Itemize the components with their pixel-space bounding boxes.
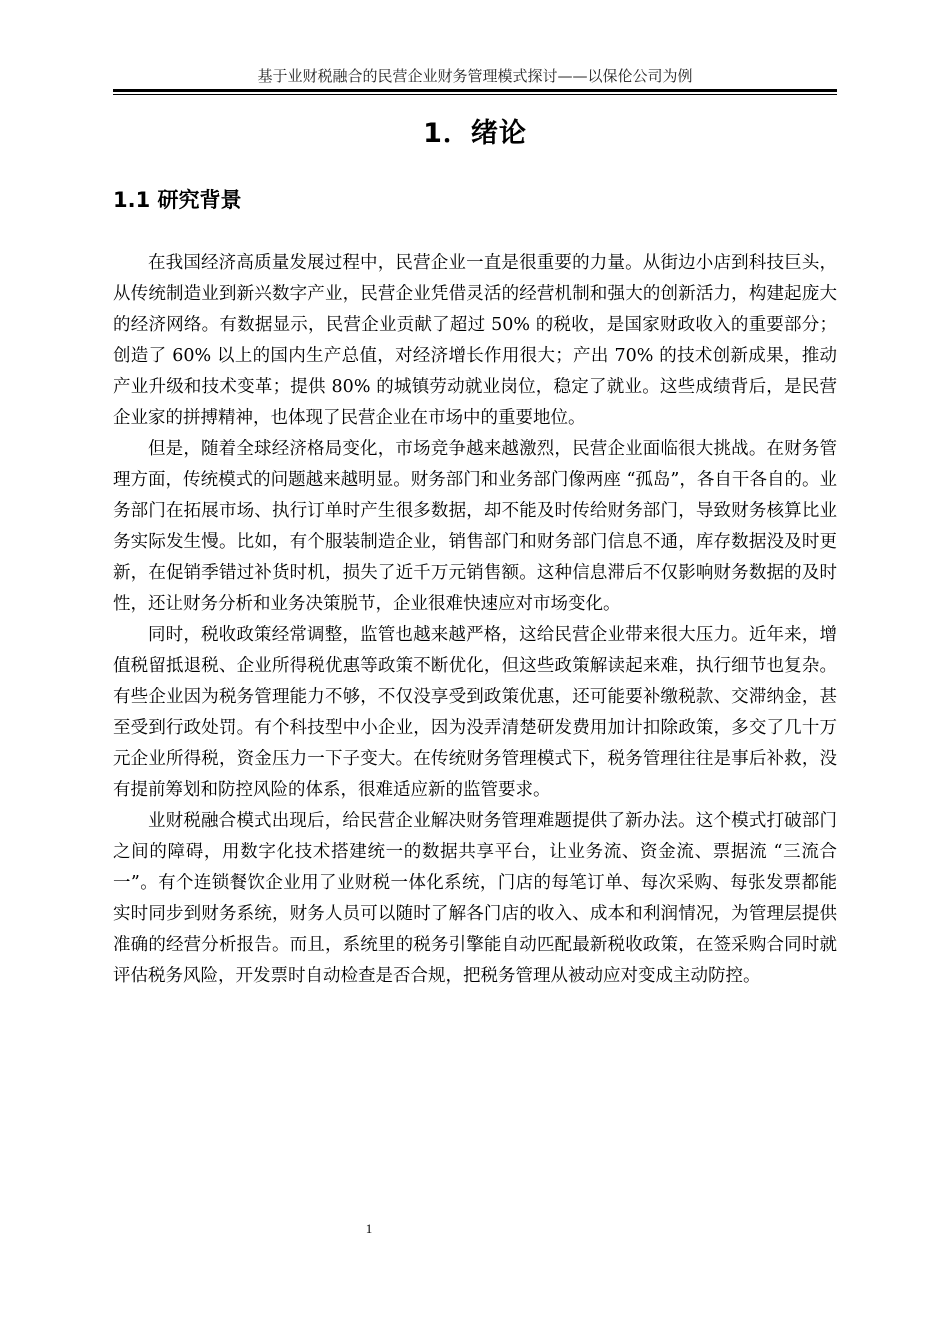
header-rule-thin [113, 94, 837, 95]
body-text [113, 248, 837, 992]
section-title: 1.1 研究背景 [113, 188, 242, 212]
page-number: 1 [365, 1221, 373, 1236]
paragraph-background-3: 同时，税收政策经常调整，监管也越来越严格，这给民营企业带来很大压力。近年来，增值税留抵退税、企业所得税优惠等政策不断优化，但这些政策解读起来难，执行细节也复杂。有些企业因为税务管理能力不够，不仅没享受到政策优惠，还可能要补缴税款、交滞纳金，甚至受到行政处罚。有个科技型中小企业，因为没弄清楚研发费用加计扣除政策，多交了几十万元企业所得税，资金压力一下子变大。在传统财务管理模式下，税务管理往往是事后补救，没有提前筹划和防控风险的体系，很难适应新的监管要求。 [113, 625, 837, 800]
paragraph-background-2: 但是，随着全球经济格局变化，市场竞争越来越激烈，民营企业面临很大挑战。在财务管理方面，传统模式的问题越来越明显。财务部门和业务部门像两座 “孤岛”，各自干各自的。业务部门在拓展市场、执行订单时产生很多数据，却不能及时传给财务部门，导致财务核算比业务实际发生慢。比如，有个服装制造企业，销售部门和财务部门信息不通，库存数据没及时更新，在促销季错过补货时机，损失了近千万元销售额。这种信息滞后不仅影响财务数据的及时性，还让财务分析和业务决策脱节，企业很难快速应对市场变化。 [113, 439, 837, 614]
header-rule-thick [113, 89, 837, 92]
paragraph-background-1: 在我国经济高质量发展过程中，民营企业一直是很重要的力量。从街边小店到科技巨头，从传统制造业到新兴数字产业，民营企业凭借灵活的经营机制和强大的创新活力，构建起庞大的经济网络。有数据显示，民营企业贡献了超过 50% 的税收，是国家财政收入的重要部分；创造了 60% 以上的国内生产总值，对经济增长作用很大；产出 70% 的技术创新成果，推动产业升级和技术变革；提供 80% 的城镇劳动就业岗位，稳定了就业。这些成绩背后，是民营企业家的拼搏精神，也体现了民营企业在市场中的重要地位。 [113, 253, 837, 428]
running-header: 基于业财税融合的民营企业财务管理模式探讨——以保伦公司为例 [257, 67, 693, 85]
paragraph-background-4: 业财税融合模式出现后，给民营企业解决财务管理难题提供了新办法。这个模式打破部门之间的障碍，用数字化技术搭建统一的数据共享平台，让业务流、资金流、票据流 “三流合一”。有个连锁餐饮企业用了业财税一体化系统，门店的每笔订单、每次采购、每张发票都能实时同步到财务系统，财务人员可以随时了解各门店的收入、成本和利润情况，为管理层提供准确的经营分析报告。而且，系统里的税务引擎能自动匹配最新税收政策，在签采购合同时就评估税务风险，开发票时自动检查是否合规，把税务管理从被动应对变成主动防控。 [113, 811, 837, 986]
chapter-title: 1．绪论 [423, 118, 527, 149]
